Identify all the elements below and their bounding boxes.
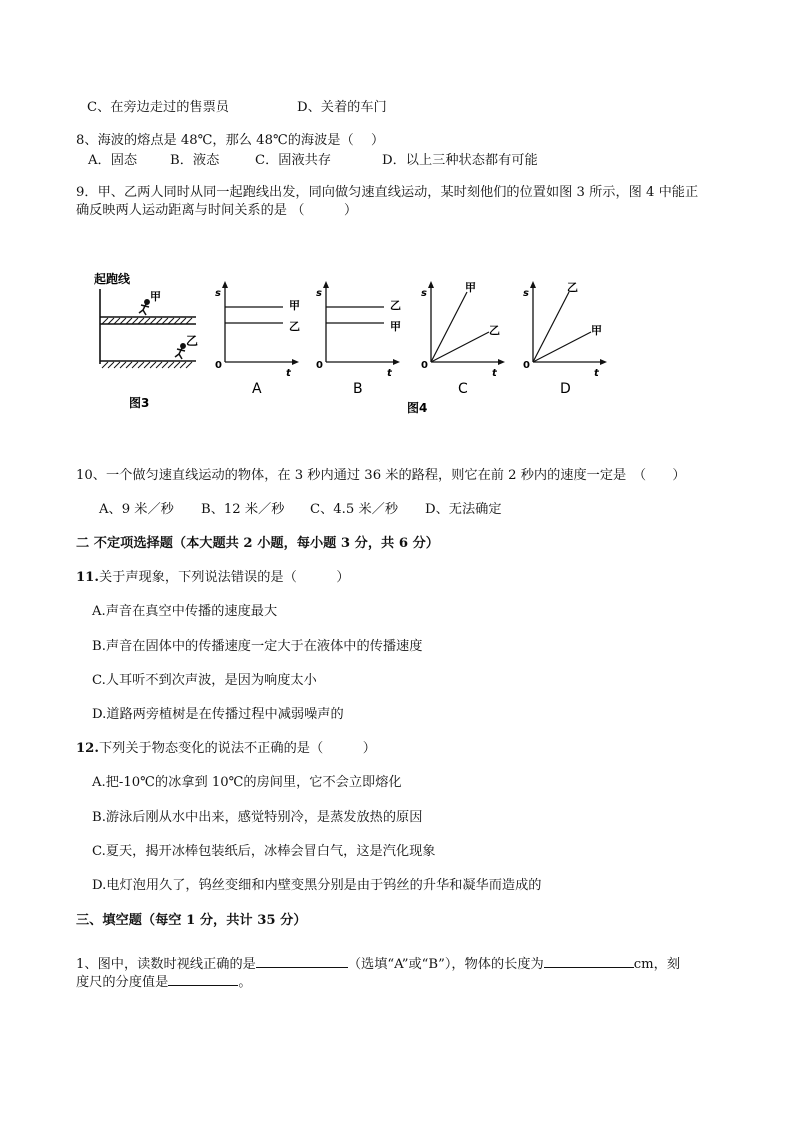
- q11-option-a: A.声音在真空中传播的速度最大: [92, 604, 278, 619]
- q8-stem: 8、海波的熔点是 48℃，那么 48℃的海波是（ ）: [76, 133, 385, 148]
- graph-d-origin-label: 0: [523, 360, 530, 371]
- figure-4: [215, 281, 607, 397]
- graph-a-origin-label: 0: [215, 360, 222, 371]
- q12-option-a: A.把-10℃的冰拿到 10℃的房间里，它不会立即熔化: [92, 775, 402, 790]
- graph-c-s-label: s: [421, 288, 427, 299]
- graph-c-line-shallow: [431, 332, 489, 362]
- q11-number: 11.: [76, 570, 99, 585]
- q8-option-a: A．固态: [88, 153, 138, 168]
- answer-blank-2[interactable]: [544, 954, 634, 968]
- graph-d-line-shallow: [533, 332, 591, 362]
- graph-d-t-label: t: [594, 368, 599, 379]
- q8-option-c: C．固液共存: [255, 153, 332, 168]
- graph-b-bottom-label: 甲: [390, 320, 401, 333]
- graph-a-bottom-label: 乙: [289, 320, 300, 333]
- q12-stem: [76, 740, 376, 758]
- section-2-title: 二 不定项选择题（本大题共 2 小题，每小题 3 分，共 6 分）: [76, 536, 439, 551]
- fill-q1-line2: [76, 972, 252, 992]
- fill-q1-text-1: 1、图中，读数时视线正确的是: [76, 957, 256, 972]
- q12-stem-text: 下列关于物态变化的说法不正确的是（ ）: [98, 741, 376, 756]
- graph-a-t-arrow-icon: [292, 359, 299, 365]
- answer-blank-1[interactable]: [256, 954, 348, 968]
- fig3-runner-b-label: 乙: [186, 334, 199, 348]
- graph-d-s-label: s: [523, 288, 529, 299]
- graph-d-t-arrow-icon: [600, 359, 607, 365]
- q12-number: 12.: [76, 741, 99, 756]
- q8-option-b: B．液态: [170, 153, 220, 168]
- graph-d-letter: D: [560, 381, 571, 397]
- graph-d-steep-label: 乙: [567, 281, 578, 294]
- graph-c-t-arrow-icon: [498, 359, 505, 365]
- graph-a-top-label: 甲: [289, 299, 300, 312]
- fig3-caption: 图3: [129, 396, 150, 410]
- figure-3-4: [0, 0, 794, 430]
- graph-a-letter: A: [252, 381, 262, 397]
- graph-b-s-label: s: [316, 288, 322, 299]
- graph-b-t-arrow-icon: [393, 359, 400, 365]
- q9-stem-line1: 9．甲、乙两人同时从同一起跑线出发，同向做匀速直线运动，某时刻他们的位置如图 3 所示，图 4 中能正: [76, 185, 699, 200]
- graph-b-origin-label: 0: [316, 360, 323, 371]
- graph-b-s-arrow-icon: [323, 281, 329, 288]
- graph-c-shallow-label: 乙: [489, 324, 500, 337]
- q11-option-c: C.人耳听不到次声波，是因为响度太小: [92, 673, 317, 688]
- q12-option-b: B.游泳后刚从水中出来，感觉特别冷，是蒸发放热的原因: [92, 810, 423, 825]
- runner-jia-icon: [139, 300, 149, 315]
- fill-q1-text-3: cm，刻: [633, 957, 680, 972]
- q10-stem: 10、一个做匀速直线运动的物体，在 3 秒内通过 36 米的路程，则它在前 2 秒内的速度一定是 （ ）: [76, 468, 686, 483]
- runner-yi-icon: [175, 344, 185, 359]
- figure-3: [94, 271, 198, 410]
- q7-option-c: C、在旁边走过的售票员: [87, 100, 229, 115]
- fig3-runner-a-label: 甲: [150, 290, 161, 303]
- graph-d-s-arrow-icon: [530, 281, 536, 288]
- q10-option-d: D、无法确定: [425, 502, 502, 517]
- graph-c-line-steep: [431, 292, 467, 362]
- graph-a-s-arrow-icon: [222, 281, 228, 288]
- q10-option-a: A、9 米／秒: [99, 502, 174, 517]
- q11-stem: [76, 569, 350, 587]
- q8-option-d: D．以上三种状态都有可能: [382, 153, 538, 168]
- graph-c-t-label: t: [492, 368, 497, 379]
- q11-option-d: D.道路两旁植树是在传播过程中减弱噪声的: [92, 707, 344, 722]
- fill-q1-text-5: 。: [238, 975, 252, 990]
- graph-a-t-label: t: [286, 368, 291, 379]
- fig3-title: 起跑线: [94, 272, 131, 286]
- graph-c-s-arrow-icon: [428, 281, 434, 288]
- q10-option-c: C、4.5 米／秒: [310, 502, 399, 517]
- fill-q1-text-4: 度尺的分度值是: [76, 975, 169, 990]
- q10-option-b: B、12 米／秒: [201, 502, 285, 517]
- graph-b-letter: B: [353, 381, 363, 397]
- graph-d-line-steep: [533, 292, 569, 362]
- graph-b-top-label: 乙: [390, 299, 401, 312]
- fill-q1-text-2: （选填“A”或“B”），物体的长度为: [347, 957, 544, 972]
- graph-c-letter: C: [458, 381, 468, 397]
- graph-d-shallow-label: 甲: [591, 324, 602, 337]
- q12-option-d: D.电灯泡用久了，钨丝变细和内壁变黑分别是由于钨丝的升华和凝华而造成的: [92, 878, 542, 893]
- section-3-title: 三、填空题（每空 1 分，共计 35 分）: [76, 913, 307, 928]
- graph-a-s-label: s: [215, 288, 221, 299]
- q7-option-d: D、关着的车门: [297, 100, 387, 115]
- graph-c-steep-label: 甲: [465, 281, 476, 294]
- q9-stem-line2: 确反映两人运动距离与时间关系的是 （ ）: [76, 203, 358, 218]
- q12-option-c: C.夏天，揭开冰棒包装纸后，冰棒会冒白气，这是汽化现象: [92, 844, 436, 859]
- q11-stem-text: 关于声现象，下列说法错误的是（ ）: [98, 570, 350, 585]
- graph-c-origin-label: 0: [421, 360, 428, 371]
- graph-b-t-label: t: [387, 368, 392, 379]
- answer-blank-3[interactable]: [168, 972, 238, 986]
- fill-q1-line1: [76, 954, 680, 974]
- fig4-caption: 图4: [407, 401, 428, 415]
- q11-option-b: B.声音在固体中的传播速度一定大于在液体中的传播速度: [92, 639, 423, 654]
